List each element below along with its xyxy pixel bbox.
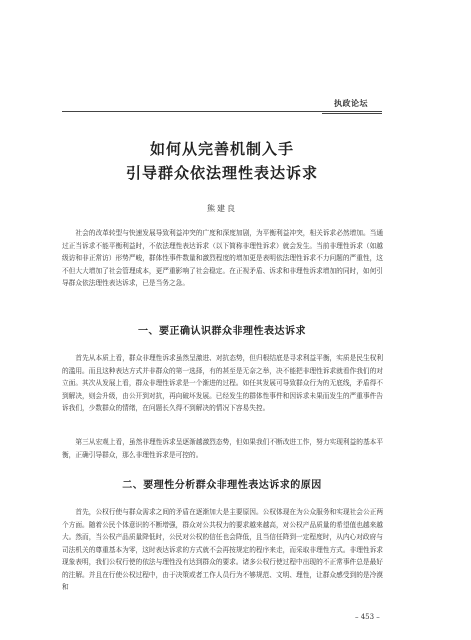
article-title-line1: 如何从完善机制入手: [149, 140, 294, 158]
page-number: – 453 –: [355, 613, 380, 621]
section1-heading: 一、要正确认识群众非理性表达诉求: [138, 326, 306, 337]
header-rule: [62, 111, 322, 112]
section2-heading: 二、要理性分析群众非理性表达诉求的原因: [122, 480, 322, 491]
section1-paragraph1: 首先从本质上看，群众非理性诉求虽然呈激进、对抗态势，但归根结底是寻求利益平衡，实质是民生权利的滥用。而且这种表达方式并非群众的第一选择，有的甚至是无奈之举，决不能把非理性诉求就看作我们的对立面。其次从发展上看，群众非理性诉求是一个渐进的过程。如任其发展可导致群众行为的无底线，矛盾得不到解决，则会升级，由公开到对抗，再向破坏发展。已经发生的群体性事件和因诉求未果而发生的严重事件告诉我们，少数群众的情绪，在问题长久得不到解决的情况下容易失控。: [62, 354, 384, 412]
section1-paragraph2: 第三从宏观上看，虽然非理性诉求呈逐渐越激烈态势，但如果我们不断改进工作，努力实现利益的基本平衡，正确引导群众，那么非理性诉求是可控的。: [62, 438, 384, 459]
article-author: 熊建良: [207, 204, 237, 213]
intro-paragraph: 社会的改革转型与快速发展导致利益冲突的广度和深度加剧，为平衡利益冲突，相关诉求必然增加。当通过正当诉求不能平衡利益时，不依法理性表达诉求（以下简称非理性诉求）就会发生。当前非理性诉求（如越级访和非正常访）形势严峻，群体性事件数量和激烈程度的增加更是表明依法理性诉求不力问题的严重性，这不但大大增加了社会管理成本，更严重影响了社会稳定。在正视矛盾、诉求和非理性诉求增加的同时，如何引导群众依法理性表达诉求，已是当务之急。: [62, 229, 384, 287]
section-label: 执政论坛: [334, 99, 368, 108]
section2-paragraph1: 首先，公权行使与群众需求之间的矛盾在逐渐加大是主要原因。公权体现在为公众服务和实现社会公正两个方面。随着公民个体意识的不断增强，群众对公共权力的要求越来越高，对公权产品质量的希望值也越来越大。然而，当公权产品质量降低时，公民对公权的信任也会降低，且当信任降到一定程度时，从内心对政府与司法机关的尊重基本为零，这时表达诉求的方式就不会再按规定的程序来走，而采取非理性方式。非理性诉求现象表明，我们公权行使的依法与理性没有达到群众的要求。诸多公权行使过程中出现的不正常事件总是最好的注解。并且在行使公权过程中，由于决策或者工作人员行为不够规范、文明、理性，让群众感受到的是冷漠和: [62, 508, 384, 591]
article-title-line2: 引导群众依法理性表达诉求: [125, 164, 318, 182]
